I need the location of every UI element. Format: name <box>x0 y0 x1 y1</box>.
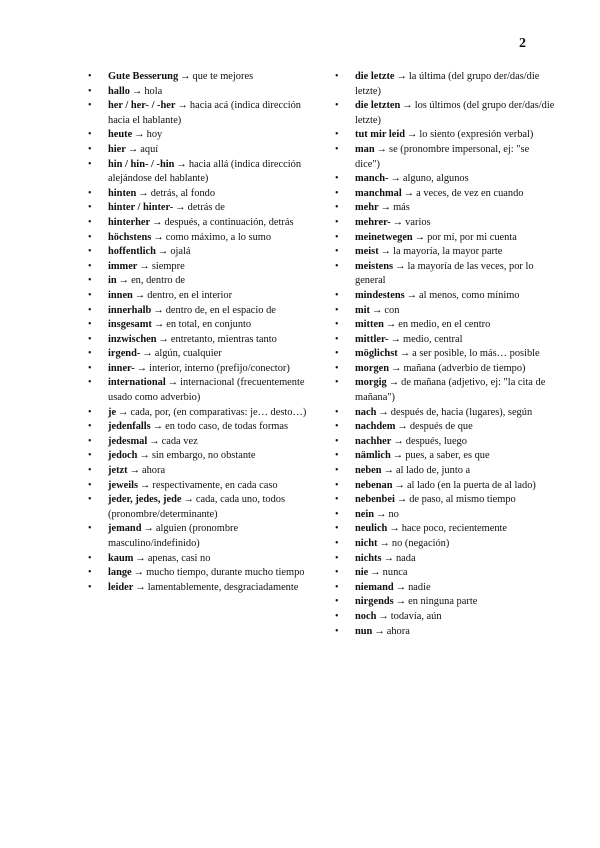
vocabulary-definition: no <box>388 508 399 520</box>
vocabulary-definition: lo siento (expresión verbal) <box>419 129 534 141</box>
vocabulary-entry <box>108 435 308 450</box>
arrow-icon: → <box>139 450 150 462</box>
vocabulary-entry <box>108 449 308 464</box>
vocabulary-definition: apenas, casi no <box>147 552 211 564</box>
vocabulary-term: mittler- <box>355 333 389 345</box>
vocabulary-definition: después, luego <box>405 435 467 447</box>
arrow-icon: → <box>135 581 146 593</box>
vocabulary-term: irgend- <box>108 348 141 360</box>
vocabulary-definition: de paso, al mismo tiempo <box>409 494 516 506</box>
arrow-icon: → <box>380 202 392 214</box>
vocabulary-term: her / her- / -her <box>108 100 176 112</box>
vocabulary-term: meistens <box>355 260 394 272</box>
vocabulary-entry <box>355 143 555 172</box>
vocabulary-entry <box>355 201 555 216</box>
vocabulary-term: meinetwegen <box>355 231 413 243</box>
vocabulary-entry <box>355 289 555 304</box>
vocabulary-entry <box>108 231 308 246</box>
vocabulary-term: hinterher <box>108 216 151 228</box>
vocabulary-entry <box>108 333 308 348</box>
vocabulary-term: morgen <box>355 362 390 374</box>
arrow-icon: → <box>394 479 405 491</box>
vocabulary-entry <box>108 347 308 362</box>
arrow-icon: → <box>396 494 408 506</box>
vocabulary-list-right <box>355 70 555 639</box>
arrow-icon: → <box>395 260 406 272</box>
arrow-icon: → <box>135 552 146 564</box>
arrow-icon: → <box>385 319 397 331</box>
vocabulary-definition: hacia acá (indica dirección hacia el hablante) <box>108 100 301 126</box>
vocabulary-definition: como máximo, a lo sumo <box>165 231 272 243</box>
vocabulary-entry <box>355 449 555 464</box>
vocabulary-definition: en medio, en el centro <box>398 319 491 331</box>
vocabulary-entry <box>355 128 555 143</box>
vocabulary-definition: alguien (pronombre masculino/indefinido) <box>108 523 239 549</box>
vocabulary-term: die letzten <box>355 100 401 112</box>
vocabulary-definition: pues, a saber, es que <box>405 450 490 462</box>
vocabulary-term: tut mir leid <box>355 129 406 141</box>
vocabulary-term: die letzte <box>355 71 395 82</box>
vocabulary-entry <box>355 464 555 479</box>
vocabulary-entry <box>108 522 308 551</box>
vocabulary-entry <box>108 376 308 405</box>
vocabulary-entry <box>108 566 308 581</box>
arrow-icon: → <box>376 508 387 520</box>
vocabulary-entry <box>108 216 308 231</box>
vocabulary-term: mehrer- <box>355 216 391 228</box>
vocabulary-definition: nunca <box>382 567 408 579</box>
arrow-icon: → <box>183 494 194 506</box>
vocabulary-entry <box>108 362 308 377</box>
vocabulary-definition: al lado de, junto a <box>395 465 471 477</box>
vocabulary-definition: la mayoría, la mayor parte <box>393 246 503 258</box>
vocabulary-entry <box>108 552 308 567</box>
vocabulary-definition: cada, por, (en comparativas: je… desto…) <box>130 406 307 418</box>
vocabulary-term: mit <box>355 304 371 316</box>
vocabulary-definition: nadie <box>408 581 431 593</box>
vocabulary-term: möglichst <box>355 348 398 360</box>
arrow-icon: → <box>376 143 388 155</box>
vocabulary-definition: hacia allá (indica dirección alejándose del hablante) <box>108 158 302 185</box>
vocabulary-definition: al menos, como mínimo <box>419 289 520 301</box>
vocabulary-definition: en ninguna parte <box>408 596 478 608</box>
arrow-icon: → <box>153 319 165 331</box>
vocabulary-term: hinten <box>108 187 137 199</box>
arrow-icon: → <box>378 406 389 418</box>
vocabulary-term: hin / hin- / -hin <box>108 158 175 170</box>
arrow-icon: → <box>131 85 143 97</box>
vocabulary-entry <box>355 304 555 319</box>
vocabulary-definition: siempre <box>151 260 185 272</box>
vocabulary-definition: internacional (frecuentemente usado como adverbio) <box>108 377 305 404</box>
vocabulary-entry <box>108 70 308 85</box>
vocabulary-entry <box>355 99 555 128</box>
vocabulary-entry <box>355 260 555 289</box>
vocabulary-term: international <box>108 377 166 389</box>
arrow-icon: → <box>175 202 186 214</box>
vocabulary-term: je <box>108 406 117 418</box>
vocabulary-term: kaum <box>108 552 134 564</box>
arrow-icon: → <box>136 362 148 374</box>
vocabulary-entry <box>355 566 555 581</box>
vocabulary-entry <box>355 376 555 405</box>
vocabulary-entry <box>108 85 308 100</box>
vocabulary-entry <box>108 464 308 479</box>
arrow-icon: → <box>402 100 413 112</box>
page-number: 2 <box>519 36 526 51</box>
arrow-icon: → <box>378 610 389 622</box>
vocabulary-term: innerhalb <box>108 304 152 316</box>
vocabulary-entry <box>108 289 308 304</box>
vocabulary-term: nirgends <box>355 596 394 608</box>
vocabulary-definition: de mañana (adjetivo, ej: "la cita de mañana") <box>355 377 546 404</box>
vocabulary-definition: dentro de, en el espacio de <box>165 304 276 316</box>
vocabulary-definition: a ser posible, lo más… posible <box>412 348 540 360</box>
arrow-icon: → <box>383 465 394 477</box>
vocabulary-entry <box>108 245 308 260</box>
vocabulary-entry <box>108 143 308 158</box>
arrow-icon: → <box>399 348 411 360</box>
arrow-icon: → <box>138 187 149 199</box>
vocabulary-entry <box>355 216 555 231</box>
vocabulary-entry <box>355 333 555 348</box>
arrow-icon: → <box>152 216 163 228</box>
arrow-icon: → <box>134 129 145 141</box>
arrow-icon: → <box>392 216 404 228</box>
vocabulary-term: mehr <box>355 202 379 214</box>
vocabulary-term: jetzt <box>108 465 128 477</box>
vocabulary-definition: en total, en conjunto <box>166 319 252 331</box>
arrow-icon: → <box>153 231 164 243</box>
vocabulary-definition: aquí <box>140 143 159 155</box>
vocabulary-entry <box>108 406 308 421</box>
vocabulary-term: niemand <box>355 581 394 593</box>
arrow-icon: → <box>149 435 160 447</box>
vocabulary-term: höchstens <box>108 231 152 243</box>
vocabulary-term: immer <box>108 260 138 272</box>
vocabulary-term: mindestens <box>355 289 405 301</box>
vocabulary-definition: hace poco, recientemente <box>401 523 508 535</box>
vocabulary-entry <box>108 260 308 275</box>
vocabulary-term: hallo <box>108 85 130 97</box>
vocabulary-term: nachher <box>355 435 392 447</box>
vocabulary-definition: todavía, aún <box>390 610 442 622</box>
vocabulary-term: inner- <box>108 362 135 374</box>
vocabulary-definition: detrás de <box>187 202 225 214</box>
vocabulary-term: morgig <box>355 377 387 389</box>
vocabulary-definition: ojalá <box>170 246 191 258</box>
arrow-icon: → <box>153 304 164 316</box>
vocabulary-term: nämlich <box>355 450 391 462</box>
vocabulary-term: inzwischen <box>108 333 157 345</box>
arrow-icon: → <box>392 450 404 462</box>
arrow-icon: → <box>118 275 130 287</box>
vocabulary-entry <box>355 347 555 362</box>
vocabulary-definition: mañana (adverbio de tiempo) <box>403 362 526 374</box>
vocabulary-entry <box>355 245 555 260</box>
vocabulary-definition: después de que <box>409 421 473 433</box>
vocabulary-definition: ahora <box>386 625 410 637</box>
vocabulary-term: nachdem <box>355 421 396 433</box>
vocabulary-definition: a veces, de vez en cuando <box>416 187 524 199</box>
vocabulary-definition: entretanto, mientras tanto <box>170 333 277 345</box>
vocabulary-entry <box>355 187 555 202</box>
vocabulary-definition: varios <box>405 216 431 228</box>
vocabulary-term: nun <box>355 625 373 637</box>
arrow-icon: → <box>379 538 390 549</box>
vocabulary-definition: los últimos (del grupo der/das/die letzte) <box>355 100 555 126</box>
vocabulary-entry <box>355 581 555 596</box>
vocabulary-term: hier <box>108 143 126 155</box>
vocabulary-term: Gute Besserung <box>108 71 179 82</box>
arrow-icon: → <box>177 100 188 112</box>
vocabulary-definition: hoy <box>146 129 163 141</box>
arrow-icon: → <box>414 231 426 243</box>
vocabulary-term: neben <box>355 465 382 477</box>
vocabulary-term: nicht <box>355 538 378 549</box>
vocabulary-term: nebenan <box>355 479 393 491</box>
vocabulary-list-left <box>108 70 308 595</box>
vocabulary-entry <box>108 479 308 494</box>
vocabulary-term: nie <box>355 567 369 579</box>
vocabulary-entry <box>108 304 308 319</box>
vocabulary-entry <box>355 231 555 246</box>
arrow-icon: → <box>370 567 381 579</box>
vocabulary-entry <box>355 172 555 187</box>
vocabulary-entry <box>108 187 308 202</box>
arrow-icon: → <box>395 581 407 593</box>
arrow-icon: → <box>152 421 164 433</box>
vocabulary-definition: la mayoría de las veces, por lo general <box>355 260 534 287</box>
arrow-icon: → <box>180 71 191 82</box>
arrow-icon: → <box>372 304 383 316</box>
vocabulary-term: lange <box>108 567 132 579</box>
vocabulary-entry <box>355 610 555 625</box>
vocabulary-definition: cada vez <box>161 435 198 447</box>
vocabulary-entry <box>108 158 308 187</box>
vocabulary-entry <box>108 128 308 143</box>
vocabulary-entry <box>355 508 555 523</box>
vocabulary-definition: medio, central <box>403 333 463 345</box>
arrow-icon: → <box>143 523 154 535</box>
arrow-icon: → <box>380 246 392 258</box>
vocabulary-term: heute <box>108 129 133 141</box>
vocabulary-definition: en, dentro de <box>131 275 186 287</box>
vocabulary-entry <box>355 625 555 640</box>
vocabulary-term: leider <box>108 581 134 593</box>
vocabulary-entry <box>355 552 555 567</box>
vocabulary-definition: no (negación) <box>391 538 450 549</box>
vocabulary-entry <box>108 318 308 333</box>
arrow-icon: → <box>396 71 407 82</box>
arrow-icon: → <box>142 348 153 360</box>
vocabulary-definition: algún, cualquier <box>154 348 222 360</box>
vocabulary-entry <box>108 201 308 216</box>
arrow-icon: → <box>393 435 404 447</box>
arrow-icon: → <box>374 625 385 637</box>
vocabulary-definition: la última (del grupo der/das/die letzte) <box>355 71 540 97</box>
vocabulary-term: manchmal <box>355 187 402 199</box>
vocabulary-term: noch <box>355 610 377 622</box>
vocabulary-entry <box>355 522 555 537</box>
arrow-icon: → <box>388 377 400 389</box>
vocabulary-entry <box>355 493 555 508</box>
vocabulary-entry <box>355 362 555 377</box>
vocabulary-term: neulich <box>355 523 388 535</box>
arrow-icon: → <box>389 523 400 535</box>
vocabulary-term: innen <box>108 289 133 301</box>
arrow-icon: → <box>395 596 407 608</box>
vocabulary-term: hinter / hinter- <box>108 202 174 214</box>
vocabulary-term: jeweils <box>108 479 139 491</box>
arrow-icon: → <box>383 552 394 564</box>
arrow-icon: → <box>118 406 129 418</box>
arrow-icon: → <box>139 260 150 272</box>
vocabulary-entry <box>108 493 308 522</box>
vocabulary-definition: al lado (en la puerta de al lado) <box>406 479 536 491</box>
vocabulary-term: in <box>108 275 117 287</box>
vocabulary-entry <box>355 70 555 99</box>
vocabulary-term: nein <box>355 508 375 520</box>
vocabulary-term: nach <box>355 406 377 418</box>
vocabulary-term: mitten <box>355 319 384 331</box>
vocabulary-term: nichts <box>355 552 382 564</box>
vocabulary-term: jeder, jedes, jede <box>108 494 182 506</box>
vocabulary-definition: después de, hacia (lugares), según <box>390 406 533 418</box>
arrow-icon: → <box>390 333 402 345</box>
vocabulary-term: hoffentlich <box>108 246 156 258</box>
vocabulary-entry <box>355 406 555 421</box>
arrow-icon: → <box>167 377 179 389</box>
vocabulary-definition: respectivamente, en cada caso <box>152 479 278 491</box>
arrow-icon: → <box>158 333 169 345</box>
vocabulary-entry <box>355 479 555 494</box>
arrow-icon: → <box>403 187 415 199</box>
arrow-icon: → <box>127 143 139 155</box>
arrow-icon: → <box>157 246 169 258</box>
vocabulary-definition: que te mejores <box>192 71 254 82</box>
vocabulary-definition: en todo caso, de todas formas <box>165 421 289 433</box>
arrow-icon: → <box>397 421 408 433</box>
vocabulary-entry <box>108 274 308 289</box>
vocabulary-entry <box>355 420 555 435</box>
vocabulary-definition: con <box>384 304 400 316</box>
vocabulary-definition: alguno, algunos <box>402 173 469 185</box>
vocabulary-definition: por mí, por mi cuenta <box>427 231 517 243</box>
arrow-icon: → <box>407 129 418 141</box>
vocabulary-definition: dentro, en el interior <box>147 289 233 301</box>
vocabulary-definition: lamentablemente, desgraciadamente <box>147 581 299 593</box>
vocabulary-term: manch- <box>355 173 389 185</box>
arrow-icon: → <box>391 362 402 374</box>
vocabulary-definition: cada, cada uno, todos (pronombre/determinante) <box>108 494 286 520</box>
vocabulary-definition: se (pronombre impersonal, ej: "se dice") <box>355 143 530 170</box>
vocabulary-term: man <box>355 143 375 155</box>
arrow-icon: → <box>129 465 140 477</box>
vocabulary-definition: mucho tiempo, durante mucho tiempo <box>146 567 305 579</box>
vocabulary-definition: nada <box>395 552 416 564</box>
vocabulary-term: jedesmal <box>108 435 148 447</box>
vocabulary-definition: después, a continuación, detrás <box>164 216 294 228</box>
vocabulary-entry <box>108 581 308 596</box>
vocabulary-term: meist <box>355 246 379 258</box>
vocabulary-entry <box>108 99 308 128</box>
arrow-icon: → <box>140 479 151 491</box>
vocabulary-term: jedenfalls <box>108 421 151 433</box>
arrow-icon: → <box>406 289 418 301</box>
vocabulary-definition: detrás, al fondo <box>150 187 216 199</box>
vocabulary-definition: sin embargo, no obstante <box>151 450 256 462</box>
vocabulary-definition: hola <box>144 85 163 97</box>
arrow-icon: → <box>390 173 401 185</box>
vocabulary-entry <box>355 537 555 552</box>
vocabulary-term: insgesamt <box>108 319 152 331</box>
vocabulary-term: jemand <box>108 523 142 535</box>
vocabulary-entry <box>355 435 555 450</box>
vocabulary-definition: ahora <box>142 465 166 477</box>
vocabulary-definition: interior, interno (prefijo/conector) <box>149 362 290 374</box>
vocabulary-entry <box>355 318 555 333</box>
vocabulary-term: jedoch <box>108 450 138 462</box>
vocabulary-definition: más <box>393 202 410 214</box>
vocabulary-entry <box>108 420 308 435</box>
arrow-icon: → <box>133 567 145 579</box>
vocabulary-term: nebenbei <box>355 494 395 506</box>
arrow-icon: → <box>134 289 146 301</box>
arrow-icon: → <box>176 158 187 170</box>
vocabulary-entry <box>355 595 555 610</box>
